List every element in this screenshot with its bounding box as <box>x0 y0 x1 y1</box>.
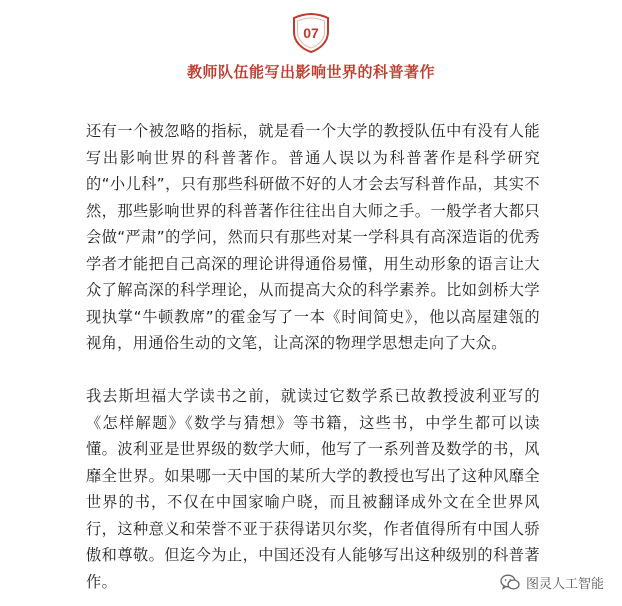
paragraph-2: 我去斯坦福大学读书之前，就读过它数学系已故教授波利亚写的《怎样解题》《数学与猜想》等书籍，这些书，中学生都可以读懂。波利亚是世界级的数学大师，他写了一系列普及数学的书，风靡全世界。如果哪一天中国的某所大学的教授也写出了这种风靡全世界的书，不仅在中国家喻户晓，而且被翻译成外文在全世界风行，这种意义和荣誉不亚于获得诺贝尔奖，作者值得所有中国人骄傲和尊敬。但迄今为止，中国还没有人能够写出这种级别的科普著作。 <box>86 387 540 591</box>
watermark-text: 图灵人工智能 <box>525 577 604 592</box>
paragraph-1: 还有一个被忽略的指标，就是看一个大学的教授队伍中有没有人能写出影响世界的科普著作。普通人误以为科普著作是科学研究的“小儿科”，只有那些科研做不好的人才会去写科普作品，其实不然，那些影响世界的科普著作往往出自大师之手。一般学者大都只会做“严肃”的学问，然而只有那些对某一学科具有高深造诣的优秀学者才能把自己高深的理论讲得通俗易懂，用生动形象的语言让大众了解高深的科学理论，从而提高大众的科学素养。比如剑桥大学现执掌“牛顿教席”的霍金写了一本《时间简史》，他以高屋建瓴的视角，用通俗生动的文笔，让高深的物理学思想走向了大众。 <box>86 122 540 352</box>
wechat-icon <box>500 574 520 591</box>
section-title: 教师队伍能写出影响世界的科普著作 <box>186 63 435 81</box>
badge-number: 07 <box>303 25 319 41</box>
shield-badge-icon <box>290 12 332 54</box>
section-number-badge <box>290 12 332 54</box>
watermark <box>500 573 604 592</box>
